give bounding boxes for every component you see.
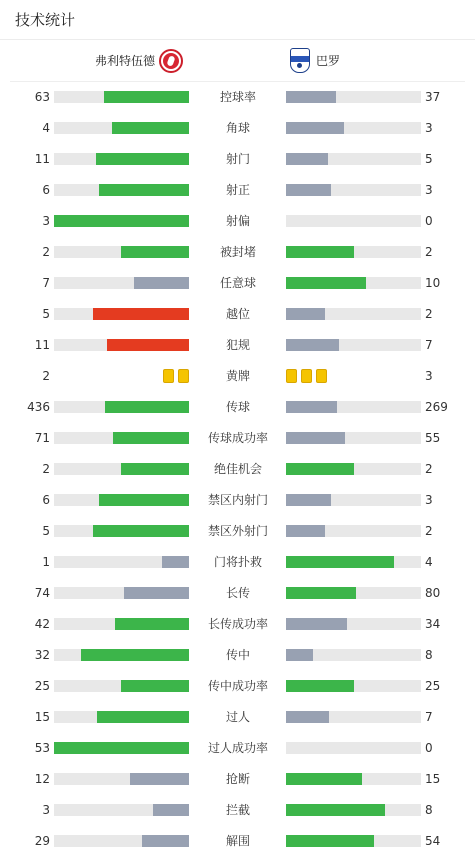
away-value: 2	[425, 524, 433, 538]
stat-label: 拦截	[225, 803, 250, 817]
home-bar-track	[54, 525, 189, 537]
home-value: 2	[42, 245, 50, 259]
away-bar	[286, 432, 345, 444]
away-bar	[286, 680, 354, 692]
barrow-badge-icon	[290, 48, 310, 73]
home-bar	[96, 153, 189, 165]
home-value: 53	[34, 741, 50, 755]
stat-row	[0, 733, 475, 764]
stat-label: 射偏	[225, 214, 250, 228]
stat-row	[0, 113, 475, 144]
away-bar	[286, 246, 354, 258]
away-bar	[286, 804, 385, 816]
home-bar	[121, 680, 189, 692]
home-bar	[107, 339, 189, 351]
away-value: 3	[425, 493, 433, 507]
away-value: 80	[425, 586, 441, 600]
away-bar	[286, 463, 354, 475]
away-bar	[286, 587, 356, 599]
home-value: 25	[34, 679, 50, 693]
away-bar-track	[286, 184, 421, 196]
stat-label: 传球成功率	[207, 431, 268, 445]
away-value: 15	[425, 772, 441, 786]
home-bar-track	[54, 556, 189, 568]
away-bar	[286, 91, 336, 103]
away-value: 8	[425, 803, 433, 817]
away-value: 0	[425, 214, 433, 228]
home-bar	[104, 91, 189, 103]
stat-label: 被封堵	[219, 245, 256, 259]
away-value: 0	[425, 741, 433, 755]
home-bar	[99, 184, 189, 196]
away-bar-track	[286, 587, 421, 599]
home-bar	[81, 649, 189, 661]
stat-label: 射门	[225, 152, 250, 166]
away-value: 10	[425, 276, 441, 290]
home-bar-track	[54, 463, 189, 475]
away-value: 34	[425, 617, 441, 631]
home-bar	[54, 742, 189, 754]
stat-label: 解围	[225, 834, 250, 848]
home-value: 7	[42, 276, 50, 290]
teams-bar	[10, 40, 465, 82]
stat-label: 抢断	[225, 772, 250, 786]
away-bar	[286, 711, 329, 723]
away-bar-track	[286, 742, 421, 754]
home-bar	[113, 432, 189, 444]
stat-row	[0, 764, 475, 795]
yellow-card-icon	[316, 369, 327, 383]
yellow-card-icon	[178, 369, 189, 383]
stat-row	[0, 175, 475, 206]
home-value: 11	[34, 152, 50, 166]
stat-row	[0, 640, 475, 671]
away-bar-track	[286, 835, 421, 847]
stats-header	[0, 0, 475, 40]
home-bar-track	[54, 494, 189, 506]
home-bar	[97, 711, 189, 723]
away-value: 269	[425, 400, 448, 414]
home-bar-track	[54, 308, 189, 320]
stat-label: 犯规	[225, 338, 250, 352]
away-bar	[286, 525, 325, 537]
stat-row	[0, 609, 475, 640]
stat-row	[0, 578, 475, 609]
stats-list	[0, 82, 475, 857]
away-bar	[286, 649, 313, 661]
away-value: 2	[425, 462, 433, 476]
away-bar-track	[286, 215, 421, 227]
stat-label: 控球率	[219, 90, 256, 104]
home-value: 5	[42, 524, 50, 538]
home-team-name: 弗利特伍德	[94, 54, 155, 68]
stat-row	[0, 330, 475, 361]
away-bar	[286, 277, 366, 289]
home-bar	[105, 401, 189, 413]
home-value: 32	[34, 648, 50, 662]
stat-row	[0, 206, 475, 237]
home-value: 436	[27, 400, 50, 414]
away-value: 25	[425, 679, 441, 693]
stat-label: 黄牌	[225, 369, 250, 383]
away-bar-track	[286, 308, 421, 320]
stat-row	[0, 144, 475, 175]
home-value: 3	[42, 214, 50, 228]
away-bar	[286, 618, 347, 630]
home-value: 29	[34, 834, 50, 848]
home-value: 63	[34, 90, 50, 104]
home-value: 11	[34, 338, 50, 352]
home-bar	[121, 246, 189, 258]
away-value: 3	[425, 183, 433, 197]
home-bar	[115, 618, 189, 630]
away-team[interactable]	[290, 40, 340, 81]
away-bar-track	[286, 122, 421, 134]
stat-label: 过人成功率	[207, 741, 268, 755]
stat-row	[0, 702, 475, 733]
home-value: 6	[42, 183, 50, 197]
stat-label: 禁区外射门	[207, 524, 268, 538]
fleetwood-badge-icon	[159, 49, 183, 73]
home-bar-track	[54, 432, 189, 444]
stat-label: 绝佳机会	[213, 462, 262, 476]
away-value: 8	[425, 648, 433, 662]
home-bar-track	[54, 246, 189, 258]
stat-label: 禁区内射门	[207, 493, 268, 507]
away-bar-track	[286, 246, 421, 258]
away-bar-track	[286, 711, 421, 723]
away-bar	[286, 494, 331, 506]
home-bar-track	[54, 122, 189, 134]
yellow-card-icon	[286, 369, 297, 383]
stat-row	[0, 454, 475, 485]
home-bar-track	[54, 680, 189, 692]
away-bar	[286, 184, 331, 196]
home-value: 2	[42, 369, 50, 383]
home-yellow-cards	[163, 369, 189, 383]
away-value: 7	[425, 710, 433, 724]
home-bar-track	[54, 277, 189, 289]
yellow-card-icon	[301, 369, 312, 383]
stat-row	[0, 671, 475, 702]
away-bar-track	[286, 153, 421, 165]
away-bar-track	[286, 804, 421, 816]
home-bar-track	[54, 215, 189, 227]
away-value: 3	[425, 121, 433, 135]
home-bar-track	[54, 618, 189, 630]
home-value: 74	[34, 586, 50, 600]
stat-row	[0, 423, 475, 454]
stat-label: 传球	[225, 400, 250, 414]
home-value: 42	[34, 617, 50, 631]
away-bar	[286, 339, 339, 351]
away-value: 7	[425, 338, 433, 352]
away-bar-track	[286, 525, 421, 537]
home-bar	[99, 494, 189, 506]
away-team-name: 巴罗	[316, 54, 341, 68]
home-bar	[142, 835, 189, 847]
home-bar-track	[54, 711, 189, 723]
home-bar-track	[54, 339, 189, 351]
stat-row	[0, 485, 475, 516]
home-bar-track	[54, 835, 189, 847]
stat-label: 长传	[225, 586, 250, 600]
stat-row	[0, 299, 475, 330]
away-value: 2	[425, 245, 433, 259]
stat-row	[0, 268, 475, 299]
away-bar	[286, 308, 325, 320]
stat-label: 越位	[225, 307, 250, 321]
away-bar-track	[286, 432, 421, 444]
home-bar	[93, 525, 189, 537]
stat-row	[0, 361, 475, 392]
away-bar-track	[286, 680, 421, 692]
stat-row	[0, 795, 475, 826]
home-value: 71	[34, 431, 50, 445]
away-bar-track	[286, 339, 421, 351]
yellow-card-icon	[163, 369, 174, 383]
home-value: 1	[42, 555, 50, 569]
stat-row	[0, 237, 475, 268]
stat-row	[0, 392, 475, 423]
stat-row	[0, 516, 475, 547]
home-bar-track	[54, 401, 189, 413]
stat-label: 传中	[225, 648, 250, 662]
away-bar	[286, 401, 337, 413]
away-value: 5	[425, 152, 433, 166]
stat-row	[0, 547, 475, 578]
home-bar-track	[54, 153, 189, 165]
away-bar	[286, 773, 362, 785]
away-value: 55	[425, 431, 441, 445]
home-value: 3	[42, 803, 50, 817]
stat-label: 任意球	[219, 276, 256, 290]
away-value: 3	[425, 369, 433, 383]
away-value: 37	[425, 90, 441, 104]
stat-row	[0, 826, 475, 857]
away-bar	[286, 556, 394, 568]
stat-label: 射正	[225, 183, 250, 197]
home-team[interactable]	[95, 40, 183, 81]
away-bar-track	[286, 618, 421, 630]
away-bar-track	[286, 463, 421, 475]
away-value: 54	[425, 834, 441, 848]
stat-row	[0, 82, 475, 113]
stat-label: 长传成功率	[207, 617, 268, 631]
away-bar-track	[286, 649, 421, 661]
home-bar	[121, 463, 189, 475]
stat-label: 角球	[225, 121, 250, 135]
home-value: 6	[42, 493, 50, 507]
home-bar	[162, 556, 189, 568]
home-value: 2	[42, 462, 50, 476]
home-value: 5	[42, 307, 50, 321]
away-bar-track	[286, 773, 421, 785]
home-bar	[153, 804, 189, 816]
away-value: 4	[425, 555, 433, 569]
home-bar-track	[54, 587, 189, 599]
away-bar-track	[286, 277, 421, 289]
home-bar	[93, 308, 189, 320]
stat-label: 过人	[225, 710, 250, 724]
away-bar-track	[286, 556, 421, 568]
away-bar	[286, 153, 328, 165]
home-bar-track	[54, 742, 189, 754]
home-bar	[134, 277, 189, 289]
page-title: 技术统计	[15, 11, 76, 29]
home-value: 15	[34, 710, 50, 724]
home-bar-track	[54, 773, 189, 785]
home-bar	[112, 122, 189, 134]
away-bar	[286, 835, 374, 847]
away-bar-track	[286, 401, 421, 413]
away-bar-track	[286, 91, 421, 103]
away-value: 2	[425, 307, 433, 321]
home-bar	[124, 587, 189, 599]
home-value: 12	[34, 772, 50, 786]
stat-label: 传中成功率	[207, 679, 268, 693]
home-bar-track	[54, 91, 189, 103]
home-bar	[54, 215, 189, 227]
away-yellow-cards	[286, 369, 327, 383]
home-value: 4	[42, 121, 50, 135]
stat-label: 门将扑救	[213, 555, 262, 569]
away-bar-track	[286, 494, 421, 506]
home-bar-track	[54, 184, 189, 196]
away-bar	[286, 122, 344, 134]
home-bar	[130, 773, 189, 785]
home-bar-track	[54, 804, 189, 816]
home-bar-track	[54, 649, 189, 661]
